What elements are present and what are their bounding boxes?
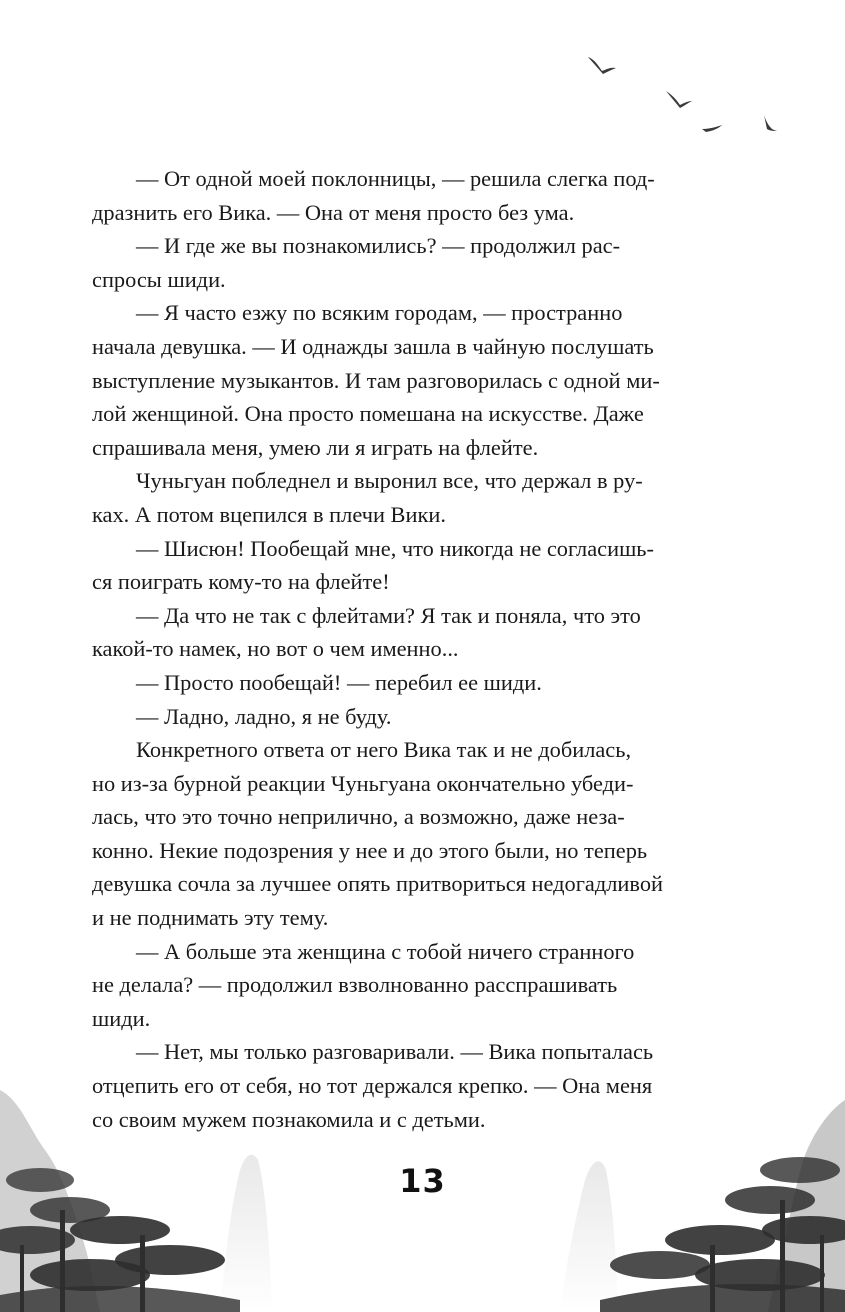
text-line: — Просто пообещай! — перебил ее шиди. xyxy=(136,669,542,695)
text-line: не делала? — продолжил взволнованно расспрашивать xyxy=(92,972,618,998)
text-line: — Ладно, ладно, я не буду. xyxy=(136,703,392,729)
bird-4-icon xyxy=(764,115,778,131)
text-line: спрашивала меня, умею ли я играть на флейте. xyxy=(92,434,539,460)
text-line: — Я часто езжу по всяким городам, — пространно xyxy=(136,300,623,326)
text-line: шиди. xyxy=(92,1005,151,1031)
text-line: начала девушка. — И однажды зашла в чайную послушать xyxy=(92,333,654,359)
text-line: какой-то намек, но вот о чем именно... xyxy=(92,636,459,662)
text-line: — Да что не так с флейтами? Я так и поняла, что это xyxy=(136,602,641,628)
text-line: лась, что это точно неприлично, а возможно, даже неза- xyxy=(92,804,625,830)
text-line: Чуньгуан побледнел и выронил все, что держал в ру- xyxy=(136,468,643,494)
text-line: ся поиграть кому-то на флейте! xyxy=(92,569,390,595)
birds-illustration xyxy=(580,45,800,145)
text-line: дразнить его Вика. — Она от меня просто без ума. xyxy=(92,199,575,225)
text-line: — И где же вы познакомились? — продолжил рас- xyxy=(136,233,621,259)
text-line: — От одной моей поклонницы, — решила слегка под- xyxy=(136,166,655,191)
text-line: ках. А потом вцепился в плечи Вики. xyxy=(92,501,446,527)
text-line: выступление музыкантов. И там разговорилась с одной ми- xyxy=(92,367,660,393)
text-line: — А больше эта женщина с тобой ничего странного xyxy=(136,938,635,964)
text-line: конно. Некие подозрения у нее и до этого были, но теперь xyxy=(92,837,648,863)
text-line: со своим мужем познакомила и с детьми. xyxy=(92,1106,486,1132)
bird-1-icon xyxy=(588,57,616,74)
text-line: Конкретного ответа от него Вика так и не добилась, xyxy=(136,737,632,763)
text-line: и не поднимать эту тему. xyxy=(92,905,329,931)
text-line: но из-за бурной реакции Чуньгуана окончательно убеди- xyxy=(92,770,634,796)
bird-2-icon xyxy=(666,91,692,108)
body-text xyxy=(92,162,720,1136)
text-line: отцепить его от себя, но тот держался крепко. — Она меня xyxy=(92,1073,653,1099)
text-line: девушка сочла за лучшее опять притвориться недогадливой xyxy=(92,871,664,897)
text-line: спросы шиди. xyxy=(92,266,226,292)
page-number: 13 xyxy=(399,1162,446,1200)
bird-3-icon xyxy=(702,125,722,132)
text-line: — Шисюн! Пообещай мне, что никогда не согласишь- xyxy=(136,535,654,561)
text-line: лой женщиной. Она просто помешана на искусстве. Даже xyxy=(92,401,644,427)
text-line: — Нет, мы только разговаривали. — Вика попыталась xyxy=(136,1039,654,1065)
